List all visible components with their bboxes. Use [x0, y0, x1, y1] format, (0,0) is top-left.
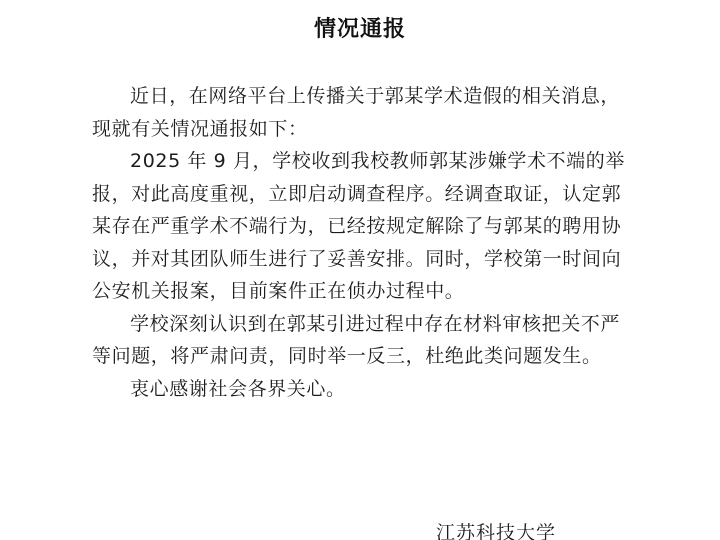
document-title: 情况通报	[313, 17, 406, 42]
document-body	[92, 80, 637, 405]
issuer-signature: 江苏科技大学	[436, 522, 557, 540]
paragraph-thanks: 衷心感谢社会各界关心。	[130, 377, 346, 400]
paragraph-intro: 近日，在网络平台上传播关于郭某学术造假的相关消息，现就有关情况通报如下：	[92, 85, 621, 140]
paragraph-investigation: 2025 年 9 月，学校收到我校教师郭某涉嫌学术不端的举报，对此高度重视，立即启动调查程序。经调查取证，认定郭某存在严重学术不端行为，已经按规定解除了与郭某的聘用协议，并对其团队师生进行了妥善安排。同时，学校第一时间向公安机关报案，目前案件正在侦办过程中。	[92, 150, 625, 302]
paragraph-accountability: 学校深刻认识到在郭某引进过程中存在材料审核把关不严等问题，将严肃问责，同时举一反三，杜绝此类问题发生。	[92, 312, 621, 367]
